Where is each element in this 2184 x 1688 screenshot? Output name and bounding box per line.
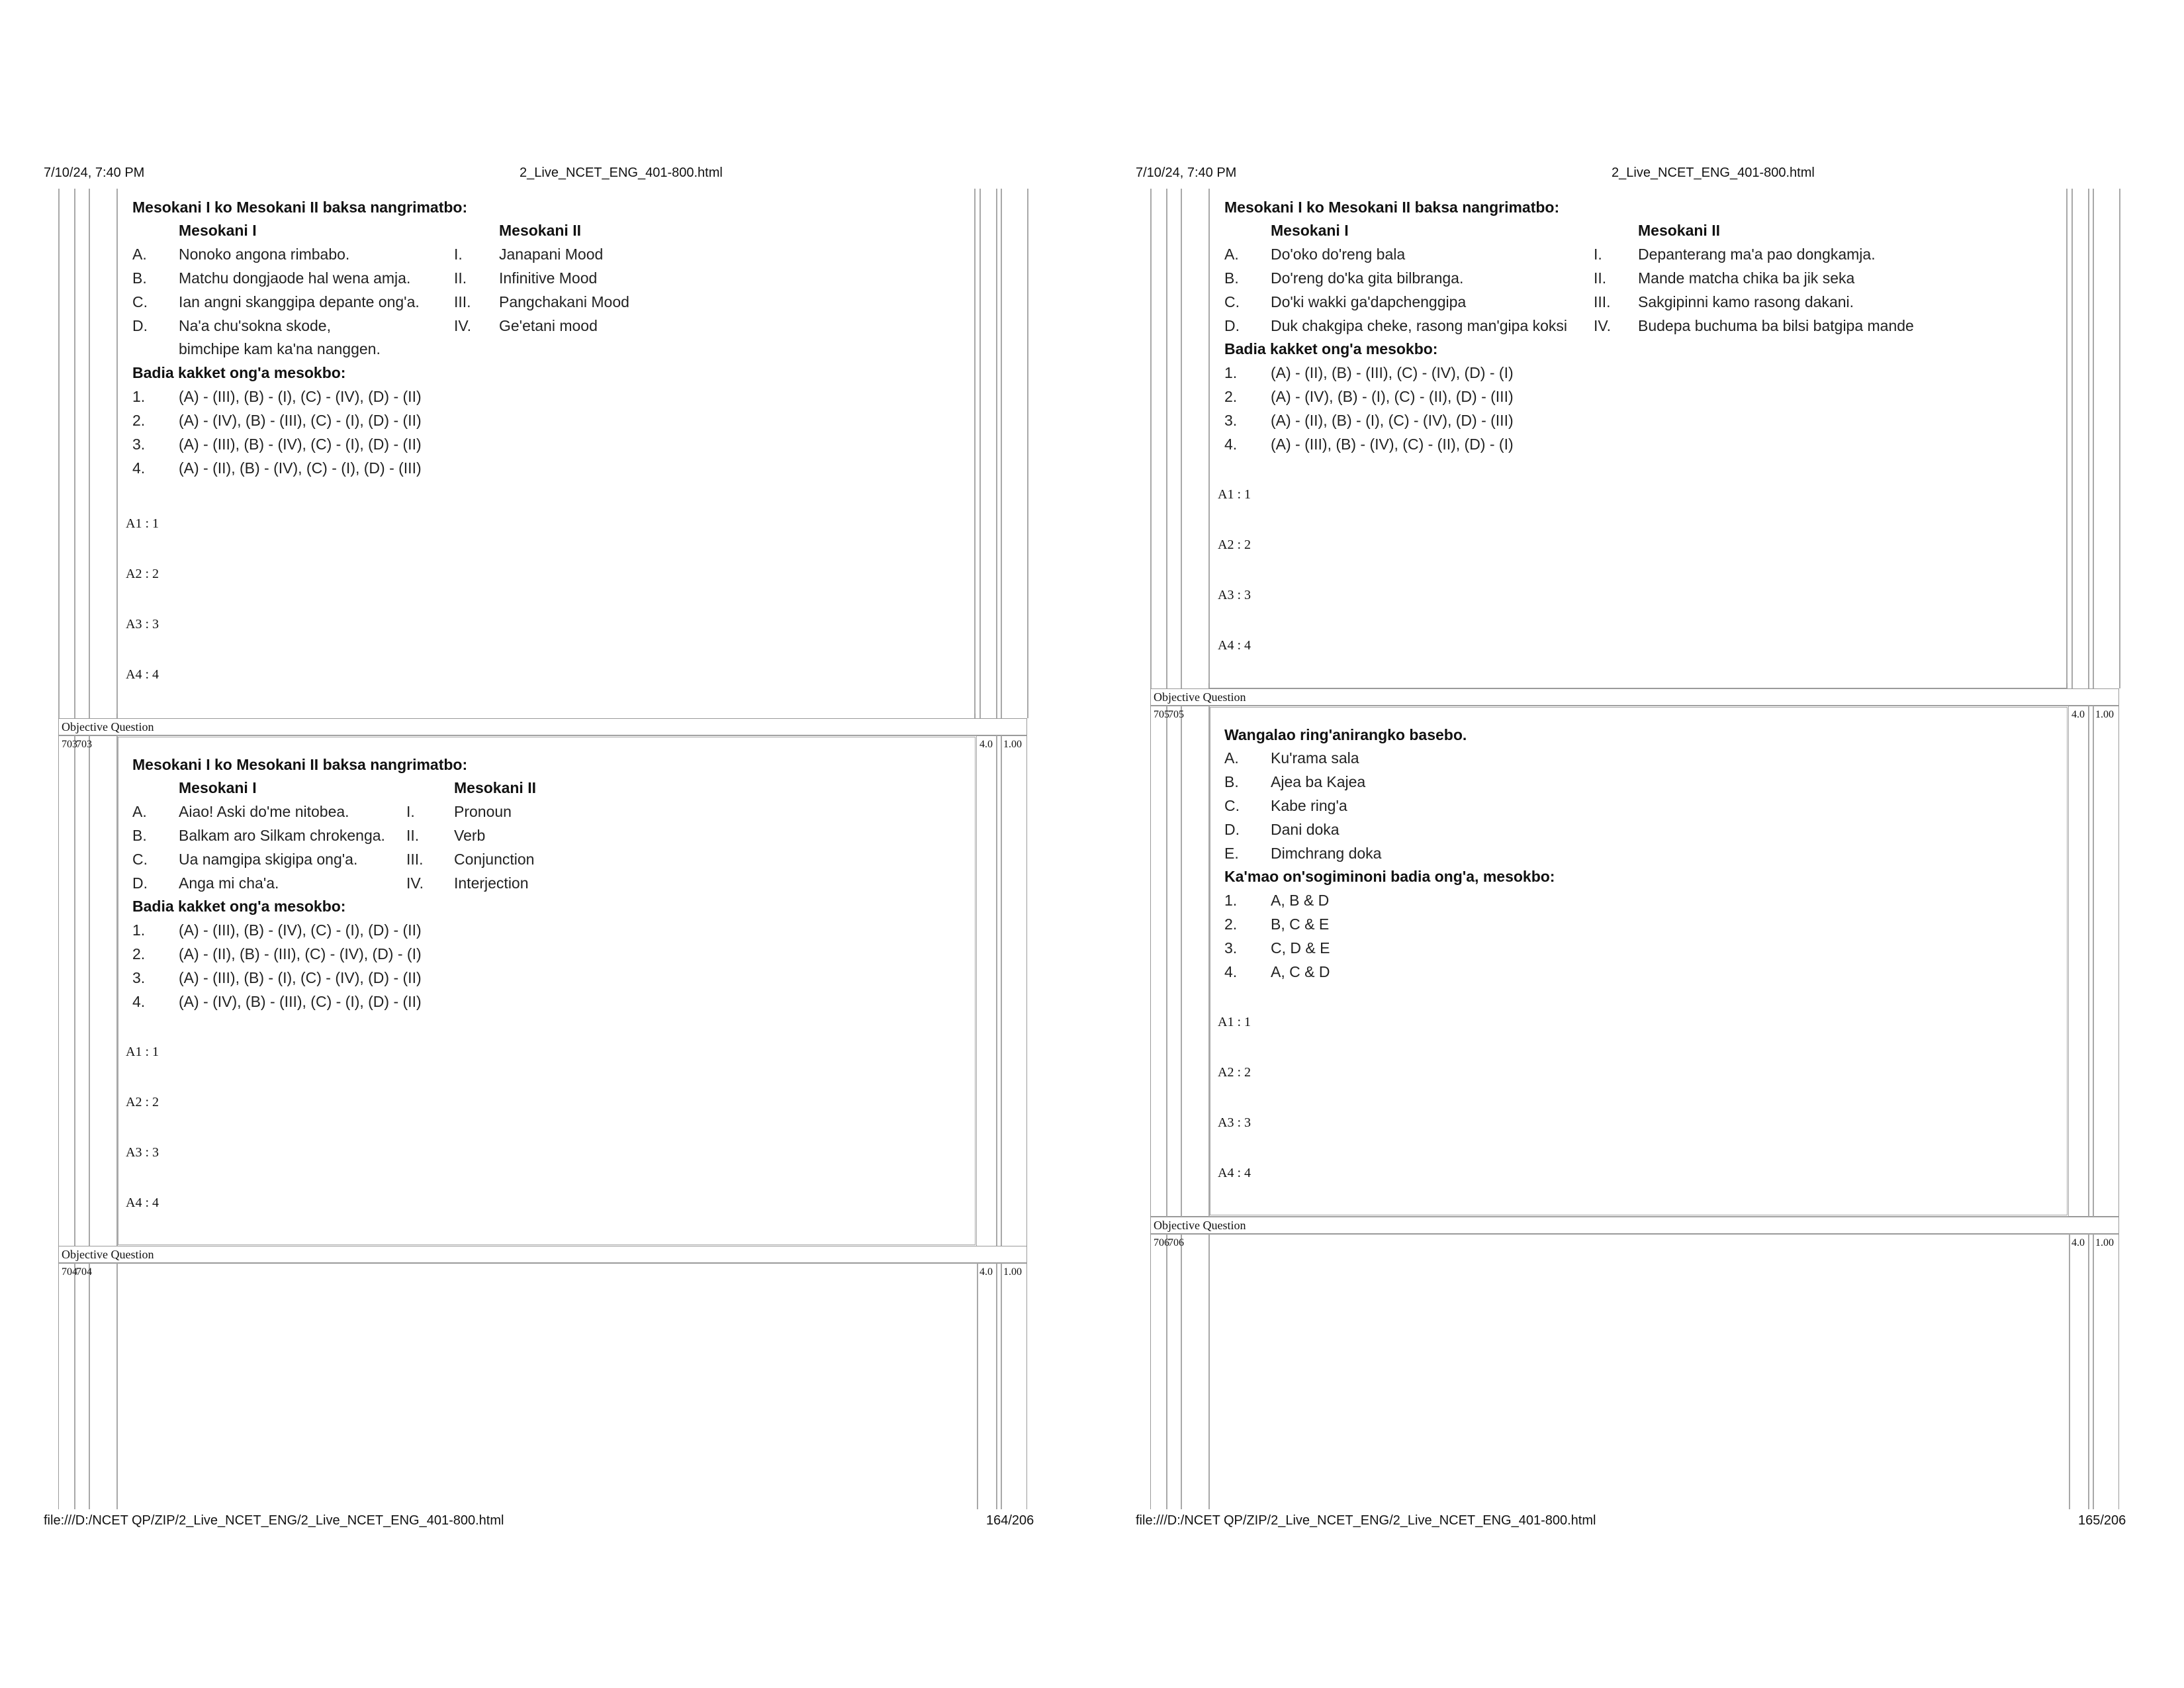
option-text: C, D & E: [1271, 939, 1330, 957]
option-text: A, C & D: [1271, 963, 1330, 980]
item-text: Ajea ba Kajea: [1271, 773, 1366, 790]
question-type-label: Objective Question: [1154, 690, 1246, 704]
column-2-heading: Mesokani II: [454, 779, 536, 796]
row-text: Nonoko angona rimbabo.: [179, 246, 350, 263]
row-text: Duk chakgipa cheke, rasong man'gipa koksi: [1271, 317, 1568, 334]
question-type-label: Objective Question: [62, 720, 154, 733]
table-border: [1001, 735, 1002, 1246]
row-match: Janapani Mood: [499, 246, 604, 263]
question-id: 703: [76, 739, 92, 750]
row-match: Verb: [454, 827, 486, 844]
table-border: [974, 189, 976, 718]
item-letter: A.: [1224, 749, 1239, 767]
row-letter: C.: [132, 293, 148, 310]
row-roman: I.: [406, 803, 415, 820]
answer-option: A3 : 3: [126, 617, 159, 632]
table-border: [58, 189, 60, 718]
serial-number: 704: [62, 1266, 77, 1278]
question-title: Mesokani I ko Mesokani II baksa nangrimatbo:: [1224, 199, 1560, 216]
row-roman: IV.: [406, 874, 424, 892]
question-type-row: [58, 1246, 1027, 1263]
option-number: 2.: [1224, 915, 1238, 933]
question-type-label: Objective Question: [1154, 1219, 1246, 1232]
table-border: [2093, 1234, 2094, 1509]
option-number: 3.: [1224, 939, 1238, 957]
page-165: [1092, 0, 2184, 1688]
question-id: 704: [76, 1266, 92, 1278]
table-border: [977, 1263, 978, 1509]
serial-number: 706: [1154, 1237, 1169, 1248]
item-text: Ku'rama sala: [1271, 749, 1359, 767]
table-border: [74, 189, 75, 718]
print-file-path: file:///D:/NCET QP/ZIP/2_Live_NCET_ENG/2_Live_NCET_ENG_401-800.html: [1136, 1513, 1596, 1528]
option-text: (A) - (IV), (B) - (III), (C) - (I), (D) - (II): [179, 993, 422, 1010]
table-border: [89, 1263, 90, 1509]
row-roman: III.: [406, 851, 424, 868]
table-border: [1181, 1234, 1182, 1509]
row-letter: B.: [132, 269, 147, 287]
row-text: Balkam aro Silkam chrokenga.: [179, 827, 385, 844]
option-number: 3.: [1224, 412, 1238, 429]
table-border: [89, 735, 90, 1246]
row-letter: A.: [1224, 246, 1239, 263]
serial-number: 705: [1154, 709, 1169, 720]
marks: 4.0: [979, 739, 993, 750]
print-filename: 2_Live_NCET_ENG_401-800.html: [520, 165, 723, 180]
row-text: Anga mi cha'a.: [179, 874, 279, 892]
options-heading: Ka'mao on'sogiminoni badia ong'a, mesokbo:: [1224, 868, 1555, 885]
row-text: Ua namgipa skigipa ong'a.: [179, 851, 358, 868]
table-border: [2088, 189, 2089, 688]
question-type-row: [58, 718, 1027, 735]
options-heading: Badia kakket ong'a mesokbo:: [132, 364, 346, 381]
row-text: Do'ki wakki ga'dapchenggipa: [1271, 293, 1467, 310]
row-letter: C.: [1224, 293, 1240, 310]
answer-option: A1 : 1: [1218, 1015, 1251, 1029]
table-border: [1208, 1234, 1210, 1509]
table-border: [1166, 189, 1167, 688]
option-text: (A) - (III), (B) - (IV), (C) - (I), (D) - (II): [179, 436, 422, 453]
item-letter: B.: [1224, 773, 1239, 790]
answer-option: A3 : 3: [126, 1145, 159, 1160]
item-text: Dani doka: [1271, 821, 1340, 838]
answer-option: A2 : 2: [1218, 1065, 1251, 1080]
row-text: Matchu dongjaode hal wena amja.: [179, 269, 411, 287]
answer-option: A4 : 4: [1218, 638, 1251, 653]
row-match: Depanterang ma'a pao dongkamja.: [1638, 246, 1876, 263]
option-number: 4.: [132, 993, 146, 1010]
question-table-704: [58, 1263, 1027, 1509]
table-border: [1027, 189, 1028, 718]
table-border: [979, 189, 981, 718]
table-border: [116, 1263, 118, 1509]
option-number: 2.: [132, 945, 146, 962]
row-letter: D.: [132, 874, 148, 892]
row-text: Aiao! Aski do'me nitobea.: [179, 803, 349, 820]
column-1-heading: Mesokani I: [1271, 222, 1349, 239]
row-text-continued: bimchipe kam ka'na nanggen.: [179, 340, 381, 357]
row-letter: A.: [132, 803, 147, 820]
answer-option: A4 : 4: [126, 1196, 159, 1210]
column-2-heading: Mesokani II: [1638, 222, 1720, 239]
question-id: 705: [1168, 709, 1184, 720]
table-border: [89, 189, 90, 718]
option-number: 1.: [132, 388, 146, 405]
negative-marks: 1.00: [2095, 709, 2114, 720]
answer-option: A4 : 4: [126, 667, 159, 682]
table-border: [2071, 189, 2073, 688]
table-border: [2093, 189, 2094, 688]
row-roman: III.: [1594, 293, 1611, 310]
answer-option: A1 : 1: [126, 1045, 159, 1059]
question-type-row: [1150, 688, 2119, 706]
row-match: Conjunction: [454, 851, 535, 868]
option-number: 4.: [1224, 963, 1238, 980]
negative-marks: 1.00: [1003, 739, 1022, 750]
answer-option: A2 : 2: [126, 1095, 159, 1109]
option-text: (A) - (II), (B) - (III), (C) - (IV), (D) - (I): [1271, 364, 1514, 381]
answer-option: A4 : 4: [1218, 1166, 1251, 1180]
option-number: 2.: [1224, 388, 1238, 405]
row-roman: IV.: [1594, 317, 1612, 334]
question-type-label: Objective Question: [62, 1248, 154, 1261]
negative-marks: 1.00: [1003, 1266, 1022, 1278]
table-border: [1166, 1234, 1167, 1509]
table-border: [1166, 706, 1167, 1217]
option-text: (A) - (IV), (B) - (III), (C) - (I), (D) - (II): [179, 412, 422, 429]
table-border: [1001, 189, 1002, 718]
row-roman: I.: [454, 246, 463, 263]
option-number: 3.: [132, 436, 146, 453]
item-text: Dimchrang doka: [1271, 845, 1382, 862]
table-border: [1150, 189, 1152, 688]
row-match: Mande matcha chika ba jik seka: [1638, 269, 1855, 287]
row-letter: D.: [1224, 317, 1240, 334]
table-border: [1181, 189, 1182, 688]
row-letter: B.: [1224, 269, 1239, 287]
row-match: Ge'etani mood: [499, 317, 598, 334]
row-roman: III.: [454, 293, 471, 310]
option-number: 1.: [1224, 892, 1238, 909]
marks: 4.0: [2071, 709, 2085, 720]
table-border: [2093, 706, 2094, 1217]
table-border: [1208, 189, 1210, 688]
question-title: Mesokani I ko Mesokani II baksa nangrimatbo:: [132, 199, 468, 216]
answer-option: A2 : 2: [126, 567, 159, 581]
row-letter: A.: [132, 246, 147, 263]
print-datetime: 7/10/24, 7:40 PM: [1136, 165, 1237, 180]
row-roman: II.: [406, 827, 420, 844]
row-roman: I.: [1594, 246, 1602, 263]
options-heading: Badia kakket ong'a mesokbo:: [132, 898, 346, 915]
row-roman: II.: [454, 269, 467, 287]
option-text: B, C & E: [1271, 915, 1330, 933]
question-title: Wangalao ring'anirangko basebo.: [1224, 726, 1467, 743]
cell-bottom: [1208, 683, 2068, 688]
page-number: 165/206: [2078, 1513, 2126, 1528]
answer-option: A3 : 3: [1218, 1115, 1251, 1130]
table-border: [1181, 706, 1182, 1217]
table-border: [996, 735, 997, 1246]
item-letter: D.: [1224, 821, 1240, 838]
option-text: (A) - (IV), (B) - (I), (C) - (II), (D) - (III): [1271, 388, 1514, 405]
option-text: (A) - (II), (B) - (IV), (C) - (I), (D) - (III): [179, 459, 422, 477]
row-match: Sakgipinni kamo rasong dakani.: [1638, 293, 1854, 310]
row-match: Pronoun: [454, 803, 512, 820]
option-text: (A) - (III), (B) - (I), (C) - (IV), (D) - (II): [179, 388, 422, 405]
option-number: 2.: [132, 412, 146, 429]
row-roman: II.: [1594, 269, 1607, 287]
marks: 4.0: [2071, 1237, 2085, 1248]
column-1-heading: Mesokani I: [179, 222, 257, 239]
row-letter: C.: [132, 851, 148, 868]
option-text: (A) - (III), (B) - (IV), (C) - (I), (D) - (II): [179, 921, 422, 939]
table-border: [2069, 1234, 2070, 1509]
option-number: 1.: [132, 921, 146, 939]
column-2-heading: Mesokani II: [499, 222, 581, 239]
negative-marks: 1.00: [2095, 1237, 2114, 1248]
answer-option: A1 : 1: [126, 516, 159, 531]
table-border: [74, 735, 75, 1246]
table-border: [996, 1263, 997, 1509]
print-filename: 2_Live_NCET_ENG_401-800.html: [1612, 165, 1815, 180]
row-match: Infinitive Mood: [499, 269, 598, 287]
row-letter: B.: [132, 827, 147, 844]
row-letter: D.: [132, 317, 148, 334]
table-border: [74, 1263, 75, 1509]
option-text: (A) - (II), (B) - (III), (C) - (IV), (D) - (I): [179, 945, 422, 962]
table-border: [1001, 1263, 1002, 1509]
item-letter: C.: [1224, 797, 1240, 814]
table-border: [2088, 706, 2089, 1217]
answer-option: A3 : 3: [1218, 588, 1251, 602]
row-text: Ian angni skanggipa depante ong'a.: [179, 293, 420, 310]
option-text: (A) - (III), (B) - (I), (C) - (IV), (D) - (II): [179, 969, 422, 986]
print-file-path: file:///D:/NCET QP/ZIP/2_Live_NCET_ENG/2_Live_NCET_ENG_401-800.html: [44, 1513, 504, 1528]
table-border: [2066, 189, 2068, 688]
table-border: [116, 189, 118, 718]
row-text: Na'a chu'sokna skode,: [179, 317, 331, 334]
table-border: [996, 189, 997, 718]
option-number: 4.: [132, 459, 146, 477]
row-text: Do'oko do'reng bala: [1271, 246, 1406, 263]
row-match: Pangchakani Mood: [499, 293, 629, 310]
option-text: (A) - (III), (B) - (IV), (C) - (II), (D) - (I): [1271, 436, 1514, 453]
question-id: 706: [1168, 1237, 1184, 1248]
question-type-row: [1150, 1217, 2119, 1234]
option-number: 3.: [132, 969, 146, 986]
table-border: [2088, 1234, 2089, 1509]
option-text: A, B & D: [1271, 892, 1330, 909]
serial-number: 703: [62, 739, 77, 750]
row-match: Budepa buchuma ba bilsi batgipa mande: [1638, 317, 1914, 334]
page-number: 164/206: [986, 1513, 1034, 1528]
option-number: 1.: [1224, 364, 1238, 381]
item-letter: E.: [1224, 845, 1239, 862]
table-border: [2119, 189, 2120, 688]
question-title: Mesokani I ko Mesokani II baksa nangrimatbo:: [132, 756, 468, 773]
question-table-706: [1150, 1234, 2119, 1509]
option-text: (A) - (II), (B) - (I), (C) - (IV), (D) - (III): [1271, 412, 1514, 429]
row-match: Interjection: [454, 874, 529, 892]
column-1-heading: Mesokani I: [179, 779, 257, 796]
marks: 4.0: [979, 1266, 993, 1278]
options-heading: Badia kakket ong'a mesokbo:: [1224, 340, 1438, 357]
row-text: Do'reng do'ka gita bilbranga.: [1271, 269, 1464, 287]
item-text: Kabe ring'a: [1271, 797, 1347, 814]
option-number: 4.: [1224, 436, 1238, 453]
answer-option: A1 : 1: [1218, 487, 1251, 502]
print-datetime: 7/10/24, 7:40 PM: [44, 165, 145, 180]
row-roman: IV.: [454, 317, 472, 334]
answer-option: A2 : 2: [1218, 538, 1251, 552]
